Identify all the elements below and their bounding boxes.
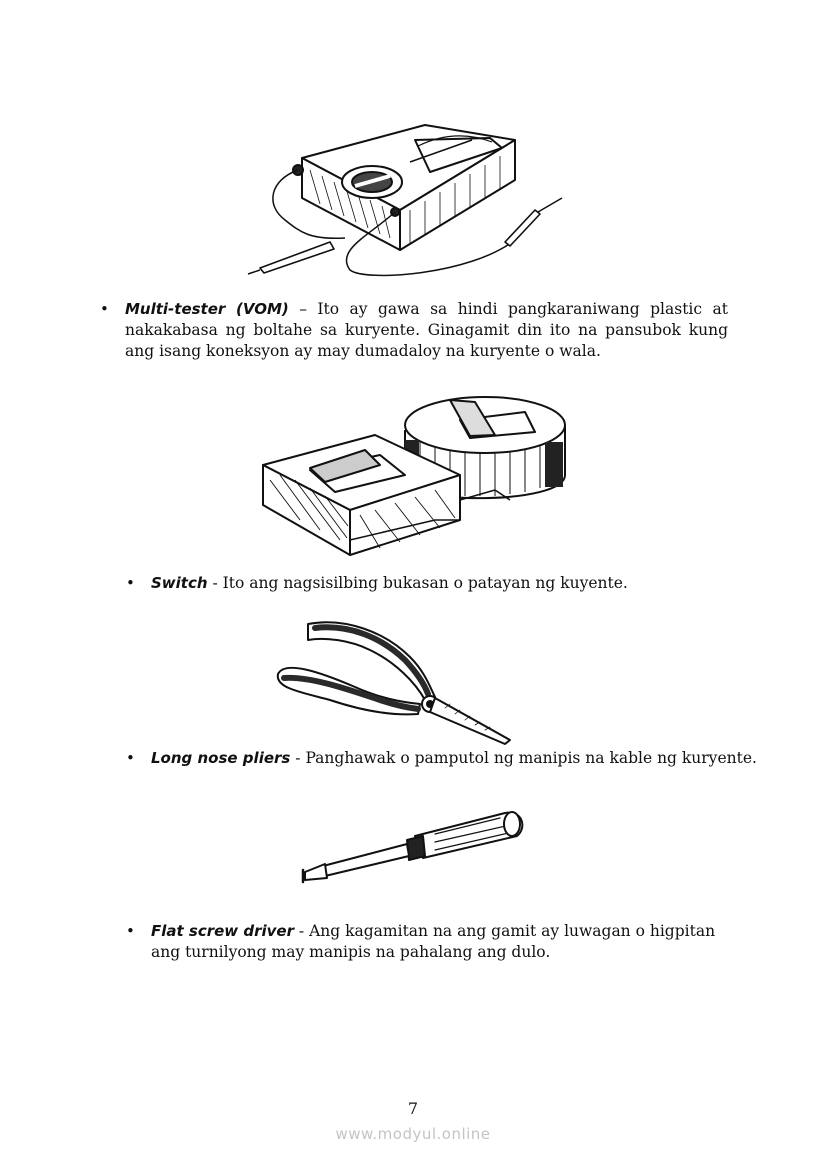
long-nose-pliers-term: Long nose pliers: [151, 749, 291, 767]
multi-tester-term: Multi-tester (VOM): [125, 300, 289, 318]
switch-description: Ito ang nagsisilbing bukasan o patayan ng kuyente.: [222, 574, 628, 592]
flat-screwdriver-illustration: [295, 808, 530, 886]
multi-tester-description: Ito ay gawa sa hindi pangkaraniwang plastic at nakakabasa ng boltahe sa kuryente. Ginagamit din ito na pansubok kung ang isang koneksyon ay may dumadaloy na kuryente o wala.: [125, 300, 728, 360]
bullet-multi-tester: •: [100, 300, 109, 318]
long-nose-pliers-illustration: [270, 612, 520, 747]
bullet-long-nose-pliers: •: [126, 749, 135, 767]
switch-illustration: [255, 370, 585, 560]
flat-screw-driver-term: Flat screw driver: [151, 922, 294, 940]
long-nose-pliers-description: Panghawak o pamputol ng manipis na kable ng kuryente.: [305, 749, 757, 767]
flat-screw-driver-entry: Flat screw driver - Ang kagamitan na ang gamit ay luwagan o higpitan ang turnilyong may manipis na pahalang ang dulo.: [151, 922, 716, 961]
watermark: www.modyul.online: [335, 1125, 491, 1143]
bullet-flat-screw-driver: •: [126, 922, 135, 940]
switch-term: Switch: [151, 574, 208, 592]
bullet-switch: •: [126, 574, 135, 592]
page-number: 7: [407, 1099, 419, 1118]
long-nose-pliers-entry: Long nose pliers - Panghawak o pamputol ng manipis na kable ng kuryente.: [151, 749, 757, 767]
flat-screw-driver-description: Ang kagamitan na ang gamit ay luwagan o higpitan ang turnilyong may manipis na pahalang ang dulo.: [151, 922, 716, 961]
multi-tester-illustration: [240, 110, 580, 295]
switch-entry: Switch - Ito ang nagsisilbing bukasan o patayan ng kuyente.: [151, 574, 628, 592]
multi-tester-entry: Multi-tester (VOM) – Ito ay gawa sa hindi pangkaraniwang plastic at nakakabasa ng boltahe sa kuryente. Ginagamit din ito na pansubok kung ang isang koneksyon ay may dumadaloy na kuryente o wala.: [125, 300, 728, 360]
